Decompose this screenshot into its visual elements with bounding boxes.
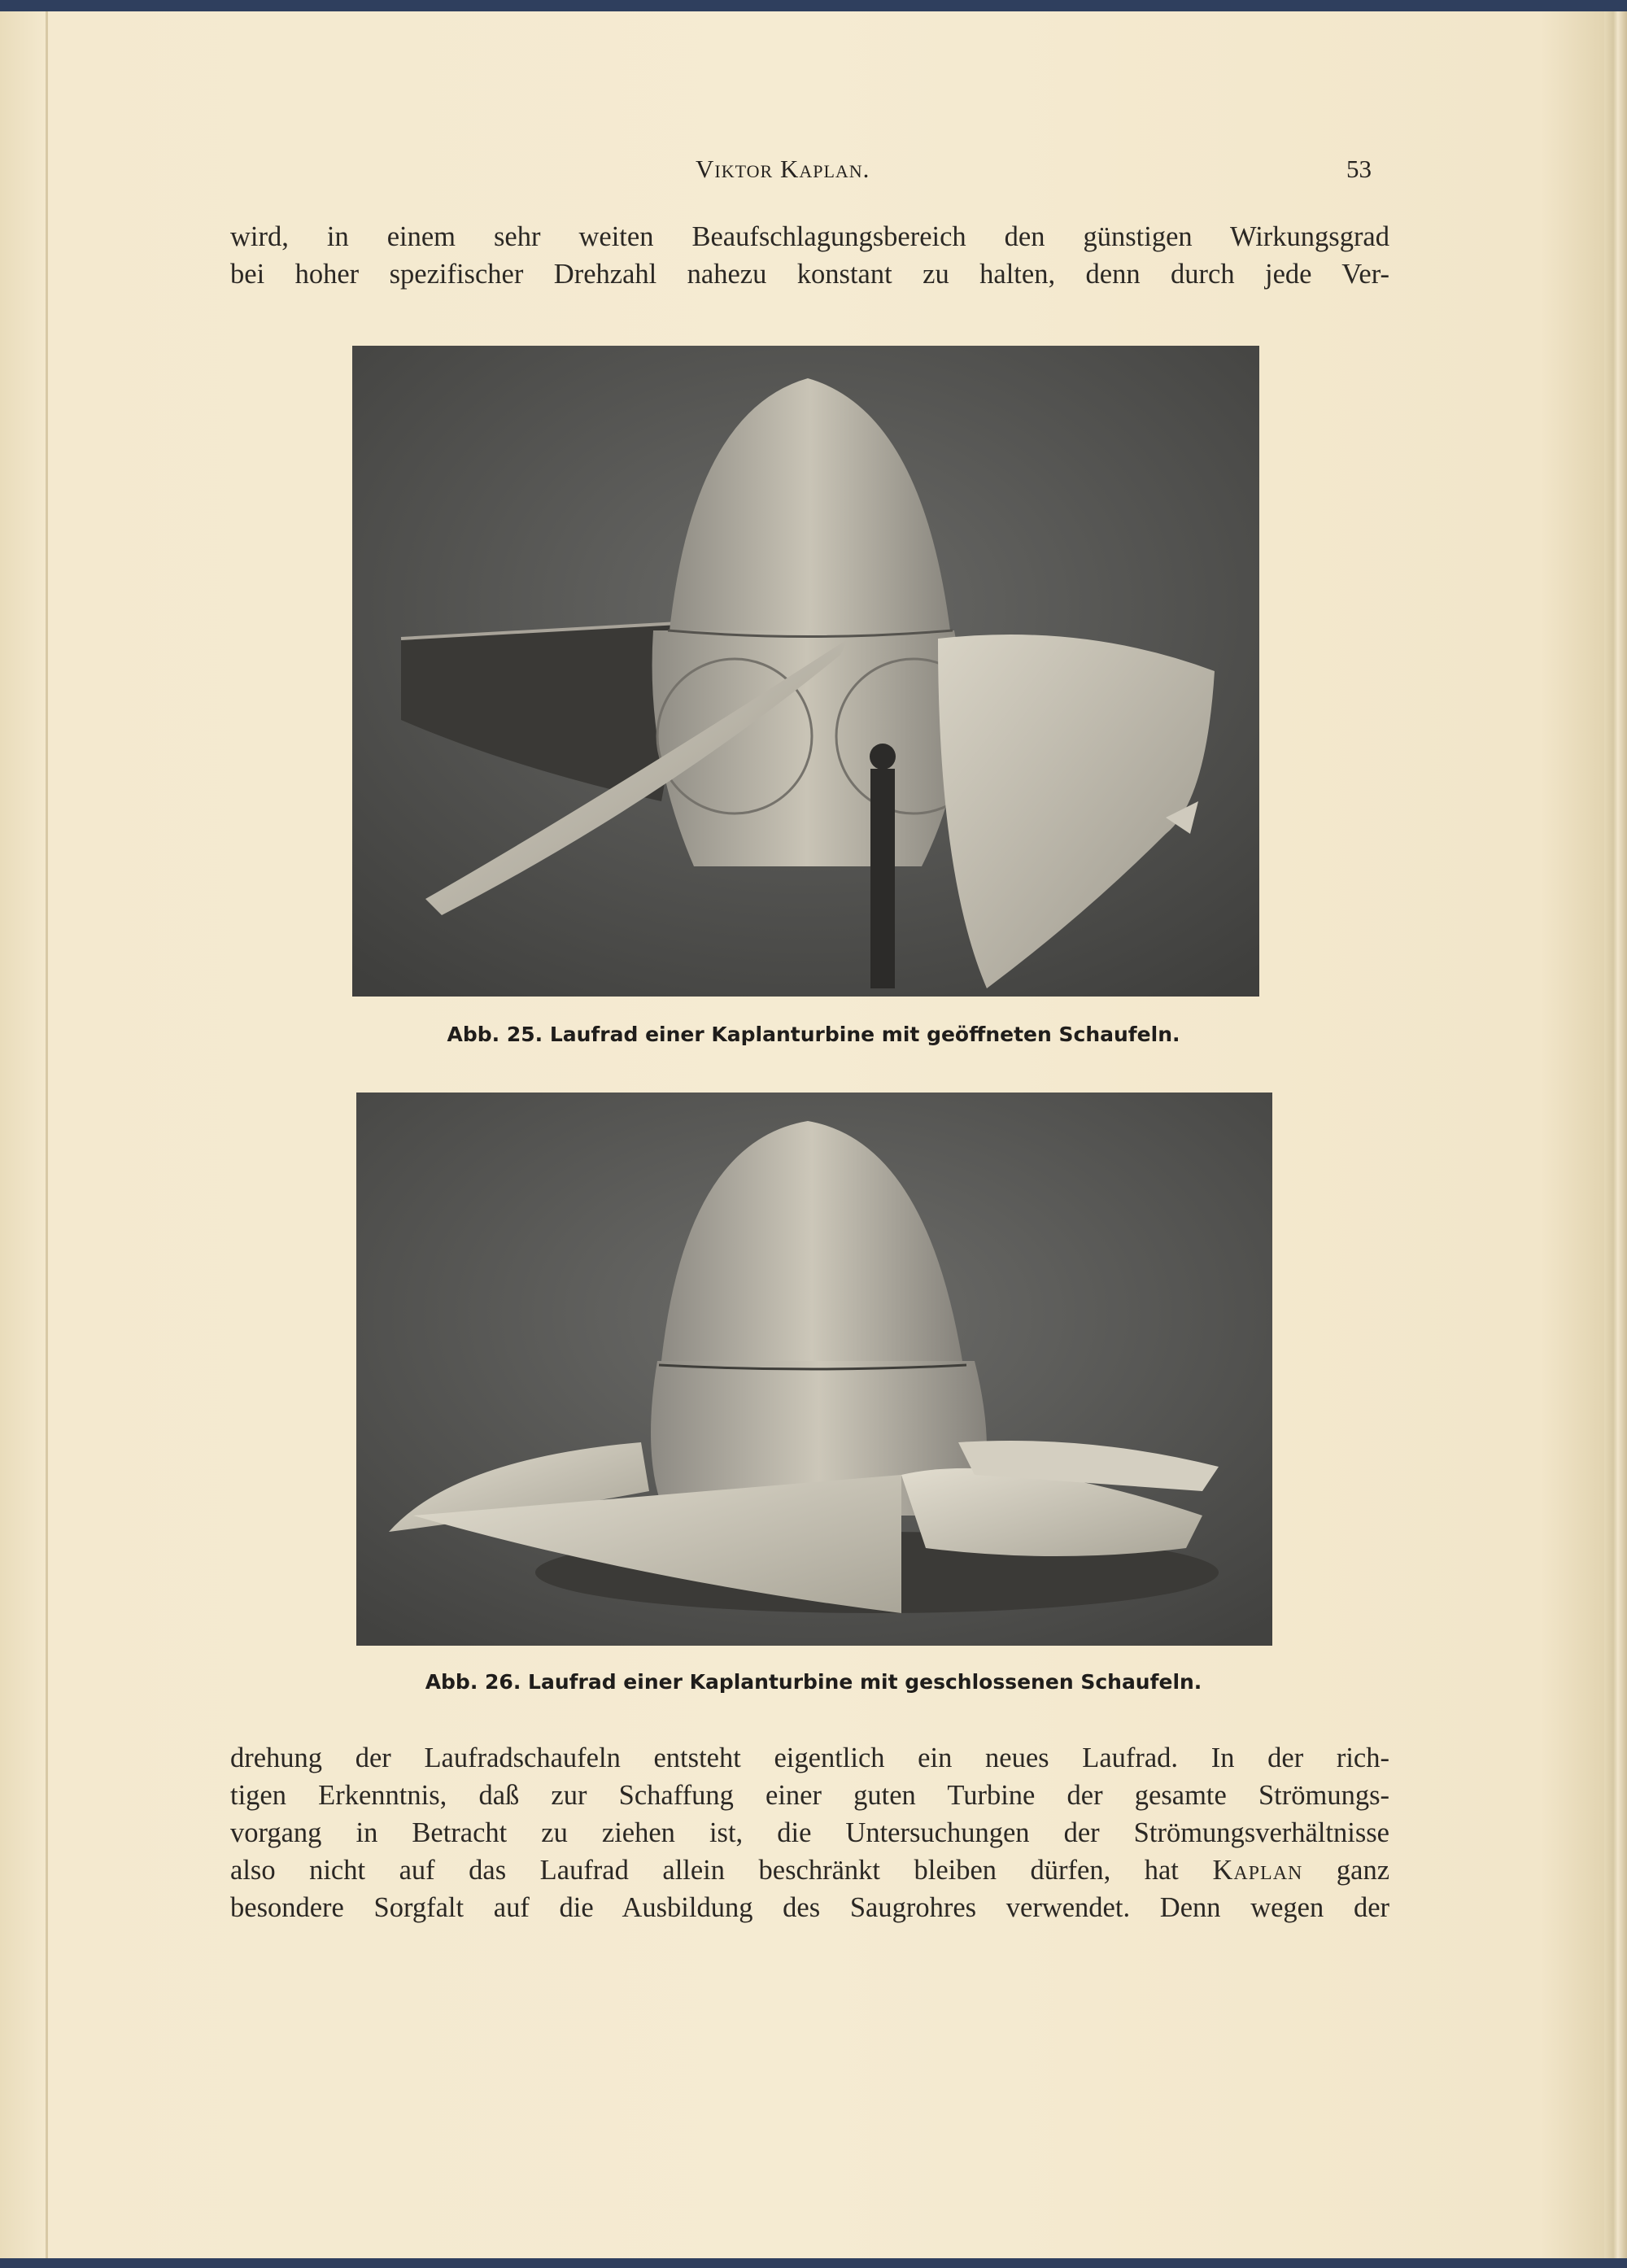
body-text-bottom [230,1739,1389,1926]
text-line: tigen Erkenntnis, daß zur Schaffung einer guten Turbine der gesamte Strömungs- [230,1780,1389,1811]
page-edge [1604,11,1627,2258]
figure-25-caption: Abb. 25. Laufrad einer Kaplanturbine mit geöffneten Schaufeln. [447,1023,1180,1046]
body-text-top [230,218,1389,293]
runner-open-blades-image [352,346,1259,997]
running-head-title: Viktor Kaplan. [696,155,870,183]
text-fragment: also nicht auf das Laufrad allein beschränkt bleiben dürfen, hat [230,1855,1179,1886]
figure-26-caption: Abb. 26. Laufrad einer Kaplanturbine mit geschlossenen Schaufeln. [425,1670,1202,1694]
text-line: drehung der Laufradschaufeln entsteht eigentlich ein neues Laufrad. In der rich- [230,1742,1389,1773]
running-head [0,155,1627,190]
text-line: vorgang in Betracht zu ziehen ist, die Untersuchungen der Strömungsverhältnisse [230,1817,1389,1848]
runner-closed-blades-image [356,1093,1272,1646]
author-name: Kaplan [1212,1855,1303,1886]
text-fragment: ganz [1336,1855,1390,1886]
figure-26-photo [356,1093,1272,1646]
gutter-line [46,11,48,2258]
text-line [230,1851,1389,1889]
text-line: wird, in einem sehr weiten Beaufschlagungsbereich den günstigen Wirkungsgrad [230,221,1389,252]
text-line: besondere Sorgfalt auf die Ausbildung des Saugrohres verwendet. Denn wegen der [230,1892,1389,1923]
page-number: 53 [1346,155,1372,183]
text-line: bei hoher spezifischer Drehzahl nahezu konstant zu halten, denn durch jede Ver- [230,259,1389,290]
figure-25-photo [352,346,1259,997]
